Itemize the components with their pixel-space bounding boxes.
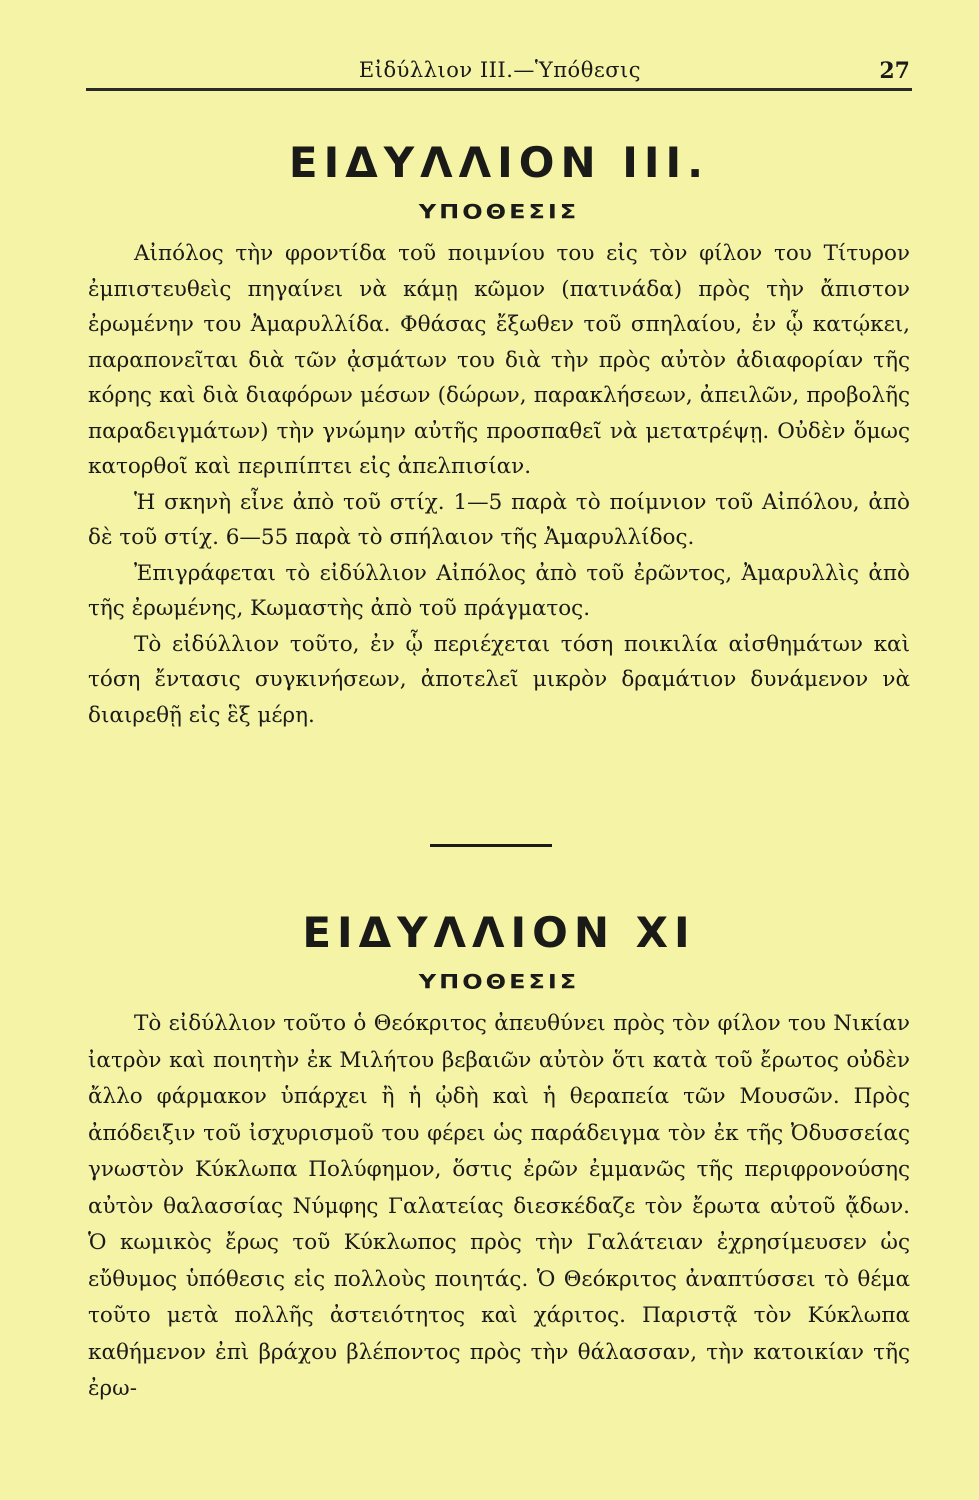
idyll-xi-subtitle: ΥΠΟΘΕΣΙΣ [418,970,580,994]
idyll-iii-section [88,138,910,733]
running-title: Εἰδύλλιον ΙΙΙ.—Ὑπόθεσις [358,58,642,82]
idyll-iii-paragraph: Τὸ εἰδύλλιον τοῦτο, ἐν ᾧ περιέχεται τόση ποικιλία αἰσθημάτων καὶ τόση ἔντασις συγκινήσεων, ἀποτελεῖ μικρὸν δραμάτιον δυνάμενον νὰ διαιρεθῇ εἰς ἓξ μέρη. [88,631,910,728]
idyll-iii-title: ΕΙΔΥΛΛΙΟΝ ΙΙΙ. [288,138,710,187]
idyll-xi-section [88,908,910,1408]
idyll-iii-paragraph: Ἐπιγράφεται τὸ εἰδύλλιον Αἰπόλος ἀπὸ τοῦ ἐρῶντος, Ἀμαρυλλὶς ἀπὸ τῆς ἐρωμένης, Κωμαστὴς ἀπὸ τοῦ πράγματος. [88,560,910,621]
page-number: 27 [879,58,910,84]
idyll-iii-paragraph: Αἰπόλος τὴν φροντίδα τοῦ ποιμνίου του εἰς τὸν φίλον του Τίτυρον ἐμπιστευθεὶς πηγαίνει νὰ κάμῃ κῶμον (πατινάδα) πρὸς τὴν ἄπιστον ἐρωμένην του Ἀμαρυλλίδα. Φθάσας ἔξωθεν τοῦ σπηλαίου, ἐν ᾧ κατῴκει, παραπονεῖται διὰ τῶν ᾀσμάτων του διὰ τὴν πρὸς αὐτὸν ἀδιαφορίαν τῆς κόρης καὶ διὰ διαφόρων μέσων (δώρων, παρακλήσεων, ἀπειλῶν, προβολῆς παραδειγμάτων) τὴν γνώμην αὐτῆς προσπαθεῖ νὰ μετατρέψῃ. Οὐδὲν ὅμως κατορθοῖ καὶ περιπίπτει εἰς ἀπελπισίαν. [88,241,910,479]
section-separator [430,844,552,847]
idyll-iii-paragraph: Ἡ σκηνὴ εἶνε ἀπὸ τοῦ στίχ. 1—5 παρὰ τὸ ποίμνιον τοῦ Αἰπόλου, ἀπὸ δὲ τοῦ στίχ. 6—55 παρὰ τὸ σπήλαιον τῆς Ἀμαρυλλίδος. [88,489,910,550]
idyll-iii-subtitle: ΥΠΟΘΕΣΙΣ [418,200,580,224]
header-rule [86,88,912,91]
running-head [90,58,910,88]
idyll-xi-title: ΕΙΔΥΛΛΙΟΝ ΧΙ [302,908,696,957]
idyll-xi-paragraph: Τὸ εἰδύλλιον τοῦτο ὁ Θεόκριτος ἀπευθύνει πρὸς τὸν φίλον του Νικίαν ἰατρὸν καὶ ποιητὴν ἐκ Μιλήτου βεβαιῶν αὐτὸν ὅτι κατὰ τοῦ ἔρωτος οὐδὲν ἄλλο φάρμακον ὑπάρχει ἢ ἡ ᾠδὴ καὶ ἡ θεραπεία τῶν Μουσῶν. Πρὸς ἀπόδειξιν τοῦ ἰσχυρισμοῦ του φέρει ὡς παράδειγμα τὸν ἐκ τῆς Ὀδυσσείας γνωστὸν Κύκλωπα Πολύφημον, ὅστις ἐρῶν ἐμμανῶς τῆς περιφρονούσης αὐτὸν θαλασσίας Νύμφης Γαλατείας διεσκέδαζε τὸν ἔρωτα αὐτοῦ ᾄδων. Ὁ κωμικὸς ἔρως τοῦ Κύκλωπος πρὸς τὴν Γαλάτειαν ἐχρησίμευσεν ὡς εὔθυμος ὑπόθεσις εἰς πολλοὺς ποιητάς. Ὁ Θεόκριτος ἀναπτύσσει τὸ θέμα τοῦτο μετὰ πολλῆς ἀστειότητος καὶ χάριτος. Παριστᾷ τὸν Κύκλωπα καθήμενον ἐπὶ βράχου βλέποντος πρὸς τὴν θάλασσαν, τὴν κατοικίαν τῆς ἐρω- [88,1011,910,1401]
